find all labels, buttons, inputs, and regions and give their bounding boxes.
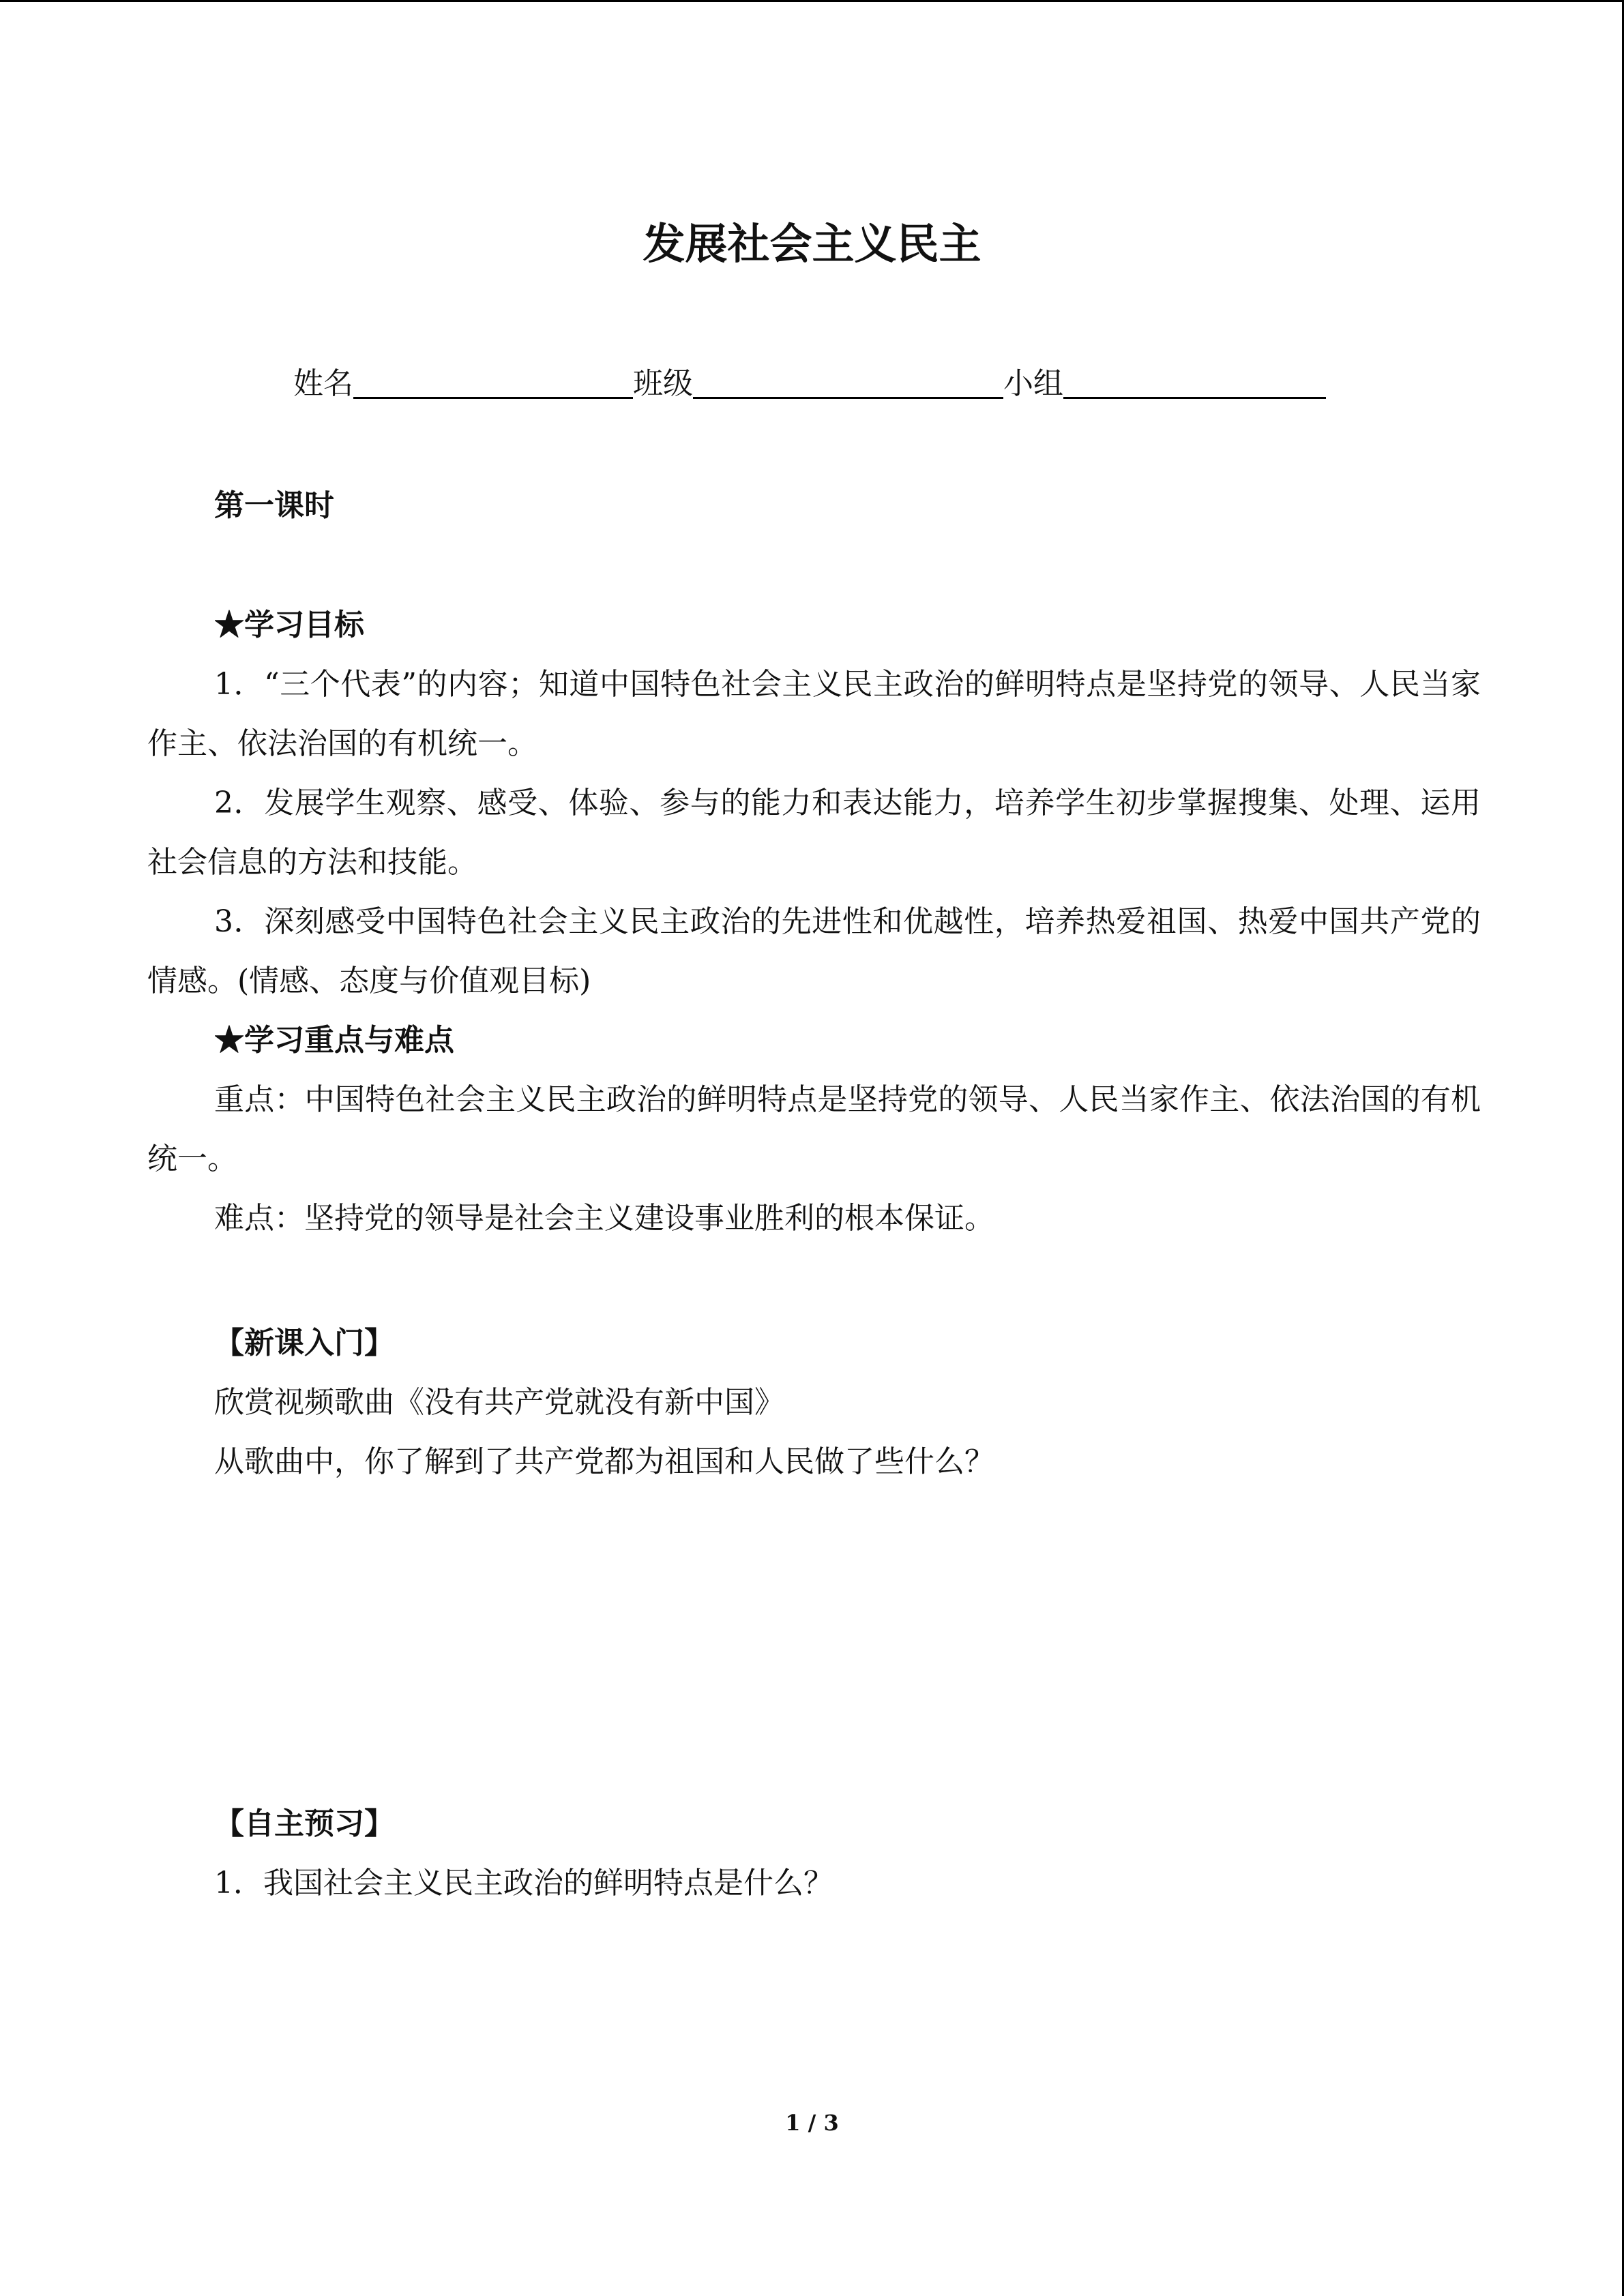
preview-question-1: 1．我国社会主义民主政治的鲜明特点是什么？ [214, 1866, 833, 1900]
objectives-section [147, 595, 1481, 1248]
group-blank[interactable] [1063, 361, 1326, 399]
objective-item-3: 3．深刻感受中国特色社会主义民主政治的先进性和优越性，培养热爱祖国、热爱中国共产党的情感。(情感、态度与价值观目标) [147, 904, 1481, 998]
lesson-heading: 第一课时 [214, 488, 334, 523]
intro-line-1: 欣赏视频歌曲《没有共产党就没有新中国》 [214, 1385, 784, 1420]
group-label: 小组 [1003, 366, 1063, 401]
name-blank[interactable] [353, 361, 633, 399]
objective-item-2: 2．发展学生观察、感受、体验、参与的能力和表达能力，培养学生初步掌握搜集、处理、运用社会信息的方法和技能。 [147, 786, 1481, 880]
preview-section [147, 1794, 1481, 1913]
key-points-heading: ★学习重点与难点 [214, 1023, 454, 1058]
intro-heading: 【新课入门】 [214, 1326, 394, 1360]
objectives-heading: ★学习目标 [214, 608, 364, 642]
objective-item-1: 1．“三个代表”的内容；知道中国特色社会主义民主政治的鲜明特点是坚持党的领导、人民当家作主、依法治国的有机统一。 [147, 667, 1481, 761]
page-number: 1 / 3 [785, 2110, 839, 2136]
key-point: 重点：中国特色社会主义民主政治的鲜明特点是坚持党的领导、人民当家作主、依法治国的有机统一。 [147, 1082, 1481, 1176]
page-title: 发展社会主义民主 [643, 219, 981, 269]
class-blank[interactable] [693, 361, 1003, 399]
preview-heading: 【自主预习】 [214, 1806, 394, 1841]
class-label: 班级 [633, 366, 693, 401]
lesson-block [147, 476, 1481, 535]
difficulty-point: 难点：坚持党的领导是社会主义建设事业胜利的根本保证。 [214, 1201, 994, 1236]
intro-section [147, 1313, 1481, 1491]
name-label: 姓名 [293, 366, 353, 401]
student-info-line [293, 357, 1326, 411]
intro-line-2: 从歌曲中，你了解到了共产党都为祖国和人民做了些什么？ [214, 1444, 994, 1479]
